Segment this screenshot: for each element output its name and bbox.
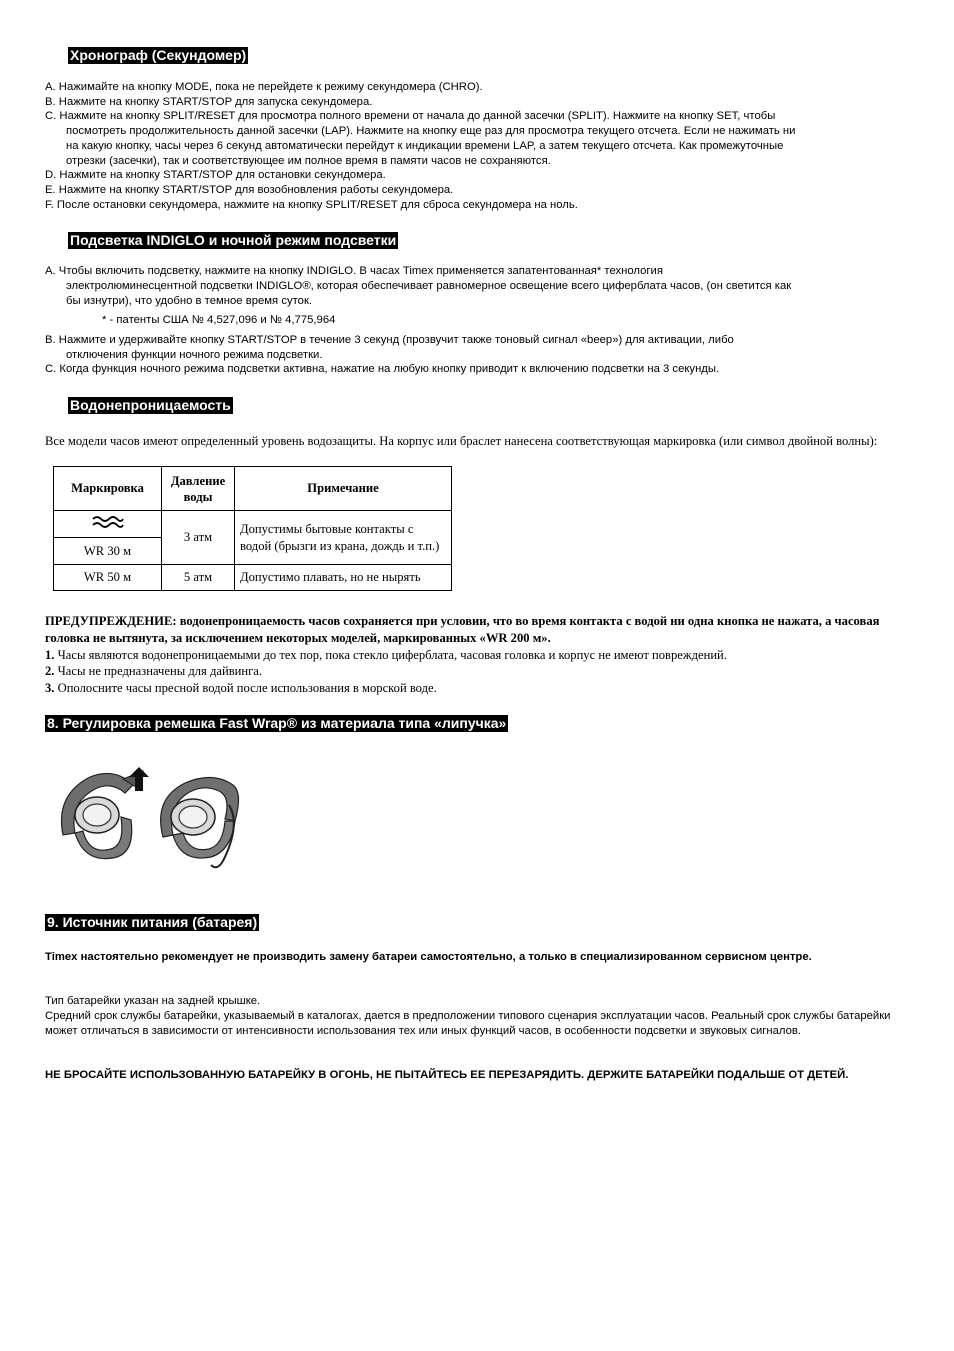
strap-heading: 8. Регулировка ремешка Fast Wrap® из материала типа «липучка» — [47, 715, 507, 731]
water-intro: Все модели часов имеют определенный уровень водозащиты. На корпус или браслет нанесена соответствующая маркировка (или символ двойной волны): — [45, 434, 878, 448]
battery-life-text: Средний срок службы батарейки, указываемый в каталогах, дается в предположении типового сценария эксплуатации часов. Реальный срок службы батарейки может отличаться в зависимости от интенсивности использования тех или иных функций часов, в особенности подсветки и звуковых сигналов. — [45, 1010, 891, 1037]
battery-warning: НЕ БРОСАЙТЕ ИСПОЛЬЗОВАННУЮ БАТАРЕЙКУ В ОГОНЬ, НЕ ПЫТАЙТЕСЬ ЕЕ ПЕРЕЗАРЯДИТЬ. ДЕРЖИТЕ БАТАРЕЙКИ ПОДАЛЬШЕ ОТ ДЕТЕЙ. — [45, 1069, 849, 1081]
chrono-step-b: B. Нажмите на кнопку START/STOP для запуска секундомера. — [45, 96, 373, 108]
indiglo-heading: Подсветка INDIGLO и ночной режим подсветки — [70, 232, 397, 248]
water-item-1 — [45, 647, 727, 664]
table-cell-note: Допустимо плавать, но не нырять — [235, 565, 452, 591]
table-header-marking: Маркировка — [54, 467, 162, 511]
indiglo-step-a-line2: электролюминесцентной подсветки INDIGLO®, которая обеспечивает равномерное освещение всего циферблата часов, (он светится как — [66, 280, 792, 292]
table-cell-marking: WR 50 м — [54, 565, 162, 591]
table-cell-note: Допустимы бытовые контакты с водой (брызги из крана, дождь и т.п.) — [235, 511, 452, 565]
indiglo-step-a-line3: бы изнутри), что удобно в темное время суток. — [66, 295, 313, 307]
chrono-heading: Хронограф (Секундомер) — [70, 47, 247, 63]
battery-type-text: Тип батарейки указан на задней крышке. — [45, 995, 261, 1007]
water-warning — [45, 613, 905, 646]
warning-text: водонепроницаемость часов сохраняется при условии, что во время контакта с водой ни одна кнопка не нажата, а часовая головка не вытянута, за исключением некоторых моделей, маркированных «WR 200 м». — [45, 614, 880, 645]
indiglo-step-b-line2: отключения функции ночного режима подсветки. — [66, 349, 323, 361]
table-header-pressure: Давление воды — [162, 467, 235, 511]
chrono-step-f: F. После остановки секундомера, нажмите на кнопку SPLIT/RESET для сброса секундомера на ноль. — [45, 199, 578, 211]
wave-symbol-icon — [92, 516, 124, 528]
warning-label: ПРЕДУПРЕЖДЕНИЕ: — [45, 614, 177, 628]
battery-heading: 9. Источник питания (батарея) — [47, 914, 258, 930]
item-number: 2. — [45, 664, 55, 678]
table-row — [54, 565, 452, 591]
item-text: Часы не предназначены для дайвинга. — [54, 664, 263, 678]
indiglo-step-a-line1: A. Чтобы включить подсветку, нажмите на кнопку INDIGLO. В часах Timex применяется запатентованная* технология — [45, 265, 663, 277]
fast-wrap-strap-illustration — [45, 765, 250, 877]
table-cell-pressure: 3 атм — [162, 511, 235, 565]
battery-recommendation: Timex настоятельно рекомендует не производить замену батареи самостоятельно, а только в специализированном сервисном центре. — [45, 951, 812, 963]
chrono-step-c-line1: C. Нажмите на кнопку SPLIT/RESET для просмотра полного времени от начала до данной засечки (SPLIT). Нажмите на кнопку SET, чтобы — [45, 110, 776, 122]
chrono-step-e: E. Нажмите на кнопку START/STOP для возобновления работы секундомера. — [45, 184, 454, 196]
item-text: Часы являются водонепроницаемыми до тех пор, пока стекло циферблата, часовая головка и корпус не имеют повреждений. — [54, 648, 727, 662]
table-header-row — [54, 467, 452, 511]
indiglo-step-c: C. Когда функция ночного режима подсветки активна, нажатие на любую кнопку приводит к включению подсветки на 3 секунды. — [45, 363, 720, 375]
water-item-2 — [45, 663, 262, 680]
wave-symbol-cell — [54, 511, 162, 538]
table-header-note: Примечание — [235, 467, 452, 511]
table-cell-marking: WR 30 м — [54, 538, 162, 565]
item-number: 1. — [45, 648, 55, 662]
chrono-step-d: D. Нажмите на кнопку START/STOP для остановки секундомера. — [45, 169, 386, 181]
chrono-step-a: A. Нажимайте на кнопку MODE, пока не перейдете к режиму секундомера (CHRO). — [45, 81, 483, 93]
table-row — [54, 511, 452, 538]
water-item-3 — [45, 680, 437, 697]
water-heading: Водонепроницаемость — [70, 397, 231, 413]
chrono-step-c-line2: посмотреть продолжительность данной засечки (LAP). Нажмите на кнопку еще раз для просмотра текущего отсчета. Если не нажимать ни — [66, 125, 796, 137]
item-number: 3. — [45, 681, 55, 695]
indiglo-step-b-line1: B. Нажмите и удерживайте кнопку START/STOP в течение 3 секунд (прозвучит также тоновый сигнал «beep») для активации, либо — [45, 334, 734, 346]
item-text: Ополосните часы пресной водой после использования в морской воде. — [54, 681, 437, 695]
patent-note: * - патенты США № 4,527,096 и № 4,775,964 — [102, 314, 336, 326]
chrono-step-c-line3: на какую кнопку, часы через 6 секунд автоматически перейдут к индикации времени LAP, а затем текущего отсчета. Как промежуточные — [66, 140, 784, 152]
table-cell-pressure: 5 атм — [162, 565, 235, 591]
chrono-step-c-line4: отрезки (засечки), так и соответствующее им полное время в памяти часов не сохраняются. — [66, 155, 551, 167]
water-resistance-table — [53, 466, 452, 591]
